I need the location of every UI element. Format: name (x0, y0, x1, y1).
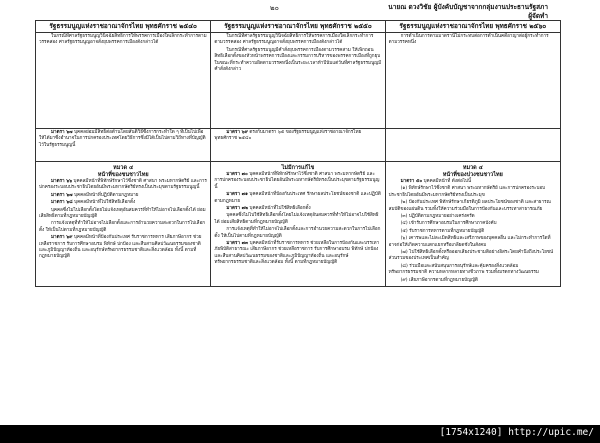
cell-2550 (211, 129, 385, 162)
page-number: ๒๐ (270, 4, 279, 12)
section-paragraph (389, 229, 557, 235)
section-list-2550 (214, 172, 381, 267)
section-text: บุคคลซึ่งไม่ไปใช้สิทธิเลือกตั้งโดยไม่แจ้งเหตุอันสมควรที่ทำให้ไม่อาจไปใช้สิทธิได้ ย่อมเสียสิทธิตามที่กฎหมายบัญญัติ (214, 213, 379, 225)
section-paragraph (389, 278, 557, 284)
section-text: บุคคลซึ่งไม่ไปเลือกตั้งโดยไม่แจ้งเหตุอันสมควรที่ทำให้ไม่อาจไปเลือกตั้งได้ ย่อมเสียสิทธิตามที่กฎหมายบัญญัติ (39, 207, 206, 220)
cell-2560 (385, 129, 560, 162)
watermark-text: [1754x1240] http://upic.me/ (439, 427, 594, 438)
section-list-2560 (389, 179, 557, 284)
section-paragraph (214, 213, 381, 226)
section-text: (๕) รับราชการทหารตามที่กฎหมายบัญญัติ (400, 228, 485, 234)
header-row (36, 21, 561, 33)
section-text: การแจ้งเหตุที่ทำให้ไม่อาจไปเลือกตั้งและการอำนวยความสะดวกในการไปเลือกตั้ง ให้เป็นไปตามที่กฎหมายบัญญัติ (214, 227, 381, 239)
section-text: บุคคลมีหน้าที่พิทักษ์รักษาไว้ซึ่งชาติ ศาสนา พระมหากษัตริย์ และการปกครองระบอบประชาธิปไตยอันมีพระมหากษัตริย์ทรงเป็นประมุขตามรัฐธรรมนูญนี้ (39, 179, 207, 191)
section-paragraph (39, 221, 207, 234)
paragraph (39, 130, 207, 149)
section-text: บุคคลมีหน้าที่ป้องกันประเทศ รักษาผลประโยชน์ของชาติ และปฏิบัติตามกฎหมาย (214, 192, 381, 204)
section-label: มาตรา ๗๐ (226, 172, 248, 177)
section-label: มาตรา ๗๑ (226, 192, 248, 198)
section-list-2540 (39, 179, 207, 261)
section-label: มาตรา ๕๐ (400, 179, 423, 184)
section-text: บุคคลมีหน้าที่พิทักษ์รักษาไว้ซึ่งชาติ ศาสนา พระมหากษัตริย์ และการปกครองระบอบประชาธิปไตยอันมีพระมหากษัตริย์ทรงเป็นประมุขตามรัฐธรรมนูญนี้ (214, 172, 380, 190)
section-text: (๙) เสียภาษีอากรตามที่กฎหมายบัญญัติ (400, 277, 478, 283)
paragraph (214, 130, 381, 143)
table-row (36, 33, 561, 129)
paragraph: การดำเนินการตามมาตรานี้ไม่กระทบต่อการดำเนินคดีอาญาต่อผู้กระทำการตามวรรคหนึ่ง (388, 34, 549, 46)
section-paragraph (214, 241, 381, 267)
section-paragraph (214, 206, 381, 212)
section-label: มาตรา ๖๗ (51, 130, 73, 135)
section-paragraph (39, 208, 207, 221)
section-text: (๘) ร่วมมือและสนับสนุนการอนุรักษ์และคุ้มครองสิ่งแวดล้อม ทรัพยากรธรรมชาติ ความหลากหลายทางชีวภาพ รวมทั้งมรดกทางวัฒนธรรม (388, 263, 539, 276)
column-header-2560: รัฐธรรมนูญแห่งราชอาณาจักรไทย พุทธศักราช ๒๕๖๐ (385, 21, 560, 33)
table-row (36, 129, 561, 162)
section-text: (๗) ไปใช้สิทธิเลือกตั้งหรือออกเสียงประชามติอย่างอิสระโดยคำนึงถึงประโยชน์ส่วนรวมของประเทศเป็นสำคัญ (388, 250, 554, 262)
section-text: ตรงกับมาตรา ๖๕ ของรัฐธรรมนูญแห่งราชอาณาจักรไทย พุทธศักราช ๒๕๔๐ (214, 130, 362, 142)
paragraph: ในกรณีที่ศาลรัฐธรรมนูญวินิจฉัยสิทธิการให้พรรคการเมืองใดเลิกกระทำการตามวรรคสอง ศาลรัฐธรรมนูญอาจสั่งยุบพรรคการเมืองดังกล่าวได้ (214, 34, 374, 46)
cell-2540 (36, 33, 211, 129)
section-paragraph (389, 186, 557, 199)
cell-2560 (385, 33, 560, 129)
section-paragraph (39, 235, 207, 261)
section-label: มาตรา ๖๗ (51, 192, 73, 198)
section-paragraph (389, 250, 557, 263)
section-text: บุคคลมีหน้าที่ ดังต่อไปนี้ (423, 179, 472, 184)
section-text: (๑) พิทักษ์รักษาไว้ซึ่งชาติ ศาสนา พระมหากษัตริย์ และการปกครองระบอบประชาธิปไตยอันมีพระมหากษัตริย์ทรงเป็นประมุข (388, 186, 546, 198)
chapter-subtitle: หน้าที่ของปวงชนชาวไทย (442, 172, 503, 178)
chapter-title: หมวด ๔ (113, 165, 134, 171)
section-label: มาตรา ๗๒ (226, 206, 249, 212)
section-text: บุคคลมีหน้าที่ไปใช้สิทธิเลือกตั้ง (74, 200, 136, 206)
section-text: (๒) ป้องกันประเทศ พิทักษ์รักษาเกียรติภูมิ ผลประโยชน์ของชาติ และสาธารณสมบัติของแผ่นดิน รวมทั้งให้ความร่วมมือในการป้องกันและบรรเทาสาธารณภัย (388, 200, 551, 212)
section-paragraph (214, 172, 381, 191)
column-header-2550: รัฐธรรมนูญแห่งราชอาณาจักรไทย พุทธศักราช ๒๕๕๐ (211, 21, 385, 33)
section-text: (๔) เข้ารับการศึกษาอบรมในการศึกษาภาคบังคับ (400, 221, 497, 227)
section-paragraph (39, 193, 207, 199)
section-text: (๖) เคารพและไม่ละเมิดสิทธิและเสรีภาพของบุคคลอื่น และไม่กระทำการใดที่อาจก่อให้เกิดความแตกแยกหรือเกลียดชังในสังคม (388, 236, 551, 248)
cell-2540 (36, 129, 211, 162)
chapter-title: หมวด ๔ (462, 165, 483, 171)
section-paragraph (389, 214, 557, 220)
chapter-title: ไม่มีการแก้ไข (281, 165, 315, 171)
author-line-1: นายณ ดวงวิชัย ผู้บังคับบัญชาจากกลุ่มงานประธานรัฐสภา (388, 3, 548, 11)
section-label: มาตรา ๖๙ (51, 235, 73, 241)
author-line-2: ผู้จัดทำ (528, 12, 548, 20)
author-credit (388, 3, 548, 21)
section-text: บุคคลย่อมมีสิทธิต่อต้านโดยสันติวิธีซึ่งการกระทำใด ๆ ที่เป็นไปเพื่อให้ได้มาซึ่งอำนาจในการปกครองประเทศโดยวิธีการซึ่งมิได้เป็นไปตามวิถีทางที่บัญญัติไว้ในรัฐธรรมนูญนี้ (39, 130, 206, 148)
cell-2550 (211, 162, 385, 287)
section-paragraph (389, 264, 557, 277)
section-paragraph (389, 200, 557, 213)
cell-2550 (211, 33, 385, 129)
paragraph: ในกรณีที่ศาลรัฐธรรมนูญวินิจฉัยสิทธิการให้พรรคการเมืองใดเลิกกระทำการตามวรรคสอง ศาลรัฐธรรมนูญอาจสั่งยุบพรรคการเมืองดังกล่าวได้ (39, 34, 207, 46)
cell-2540 (36, 162, 211, 287)
section-paragraph (39, 200, 207, 206)
chapter-heading (39, 163, 207, 179)
section-paragraph (389, 179, 557, 185)
section-paragraph (389, 221, 557, 227)
paragraph: ในกรณีที่ศาลรัฐธรรมนูญมีคำสั่งยุบพรรคการเมืองตามวรรคสาม ให้เพิกถอนสิทธิเลือกตั้งของหัวหน้าพรรคการเมืองและกรรมการบริหารของพรรคการเมืองที่ถูกยุบในขณะที่กระทำความผิดตามวรรคหนึ่งเป็นระยะเวลาห้าปีนับแต่วันที่ศาลรัฐธรรมนูญมีคำสั่งดังกล่าว (214, 47, 382, 73)
chapter-subtitle: หน้าที่ของชนชาวไทย (97, 172, 149, 178)
section-paragraph (214, 192, 381, 205)
section-text: บุคคลมีหน้าที่รับราชการทหาร ช่วยเหลือในการป้องกันและบรรเทาภัยพิบัติสาธารณะ เสียภาษีอากร ช่วยเหลือราชการ รับการศึกษาอบรม พิทักษ์ ปกป้อง และสืบสานศิลปวัฒนธรรมของชาติและภูมิปัญญาท้องถิ่น และอนุรักษ์ทรัพยากรธรรมชาติและสิ่งแวดล้อม ทั้งนี้ ตามที่กฎหมายบัญญัติ (214, 241, 380, 266)
section-text: บุคคลมีหน้าที่ไปใช้สิทธิเลือกตั้ง (249, 206, 311, 212)
chapter-heading (389, 163, 557, 179)
section-text: (๓) ปฏิบัติตามกฎหมายอย่างเคร่งครัด (400, 214, 475, 220)
chapter-heading (214, 163, 381, 172)
column-header-2540: รัฐธรรมนูญแห่งราชอาณาจักรไทย พุทธศักราช ๒๕๔๐ (36, 21, 211, 33)
section-paragraph (214, 227, 381, 240)
section-label: มาตรา ๖๘ (51, 200, 73, 206)
section-label: มาตรา ๗๓ (226, 241, 249, 247)
cell-2560 (385, 162, 560, 287)
section-label: มาตรา ๖๖ (51, 179, 73, 184)
chapter-row (36, 162, 561, 287)
section-text: การแจ้งเหตุที่ทำให้ไม่อาจไปเลือกตั้งและการอำนวยความสะดวกในการไปเลือกตั้ง ให้เป็นไปตามที่กฎหมายบัญญัติ (39, 221, 206, 233)
section-text: บุคคลมีหน้าที่ปฏิบัติตามกฎหมาย (74, 192, 139, 198)
section-text: บุคคลมีหน้าที่ป้องกันประเทศ รับราชการทหาร เสียภาษีอากร ช่วยเหลือราชการ รับการศึกษาอบรม พิทักษ์ ปกป้อง และสืบสานศิลปวัฒนธรรมของชาติและภูมิปัญญาท้องถิ่น และอนุรักษ์ทรัพยากรธรรมชาติและสิ่งแวดล้อม ทั้งนี้ ตามที่กฎหมายบัญญัติ (39, 235, 202, 260)
section-paragraph (389, 236, 557, 249)
comparison-table (35, 20, 561, 287)
section-label: มาตรา ๖๙ (226, 130, 248, 135)
section-paragraph (39, 179, 207, 192)
